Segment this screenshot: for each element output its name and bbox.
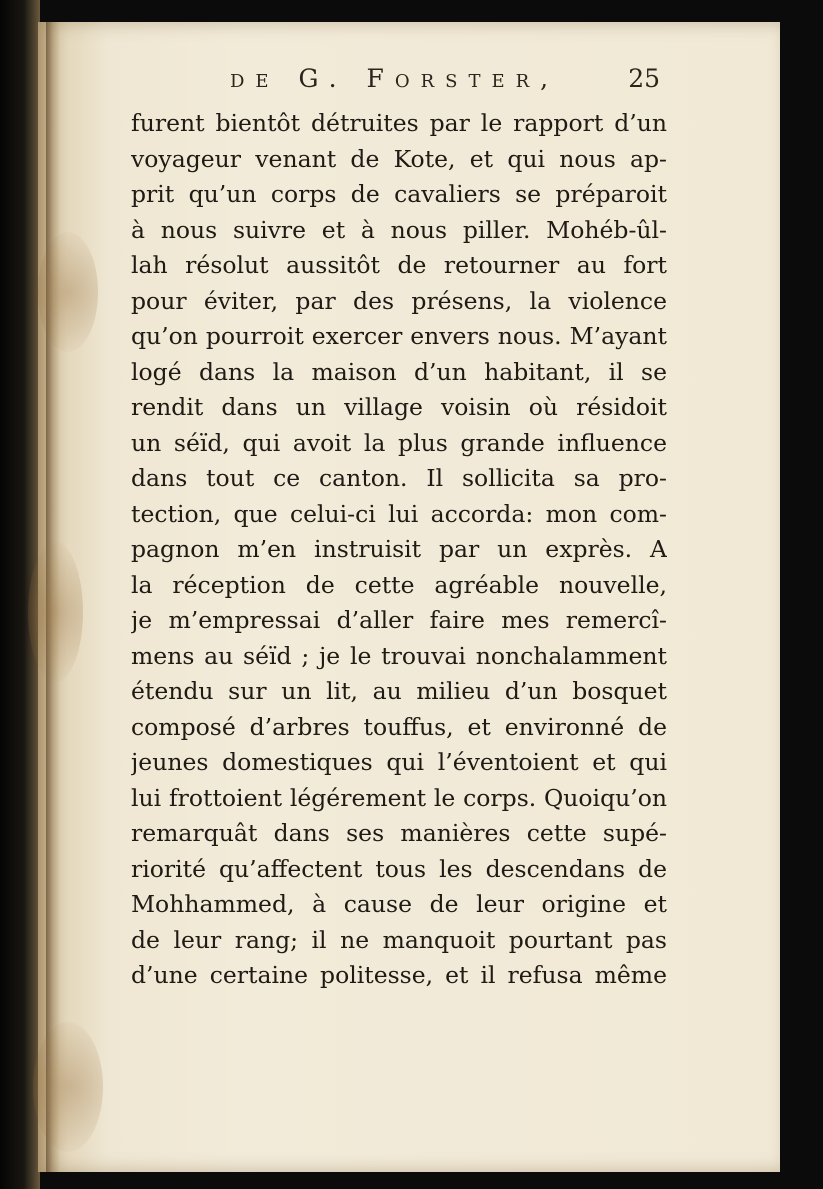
paper-stain	[38, 232, 98, 352]
paper-stain	[28, 542, 83, 682]
running-title: de G. Forster,	[230, 64, 560, 93]
body-text	[131, 106, 667, 994]
text-line: jeunes domestiques qui l’éventoient et qui	[131, 748, 667, 776]
text-line: la réception de cette agréable nouvelle,	[131, 570, 667, 599]
text-line: tection, que celui-ci lui accorda: mon com-	[131, 499, 667, 528]
text-line: remarquât dans ses manières cette supé-	[131, 819, 667, 847]
text-line: Mohhammed, à cause de leur origine et	[131, 890, 667, 918]
running-head	[230, 64, 660, 104]
text-line: pagnon m’en instruisit par un exprès. A	[131, 535, 667, 563]
text-line: pour éviter, par des présens, la violence	[131, 286, 667, 315]
text-line: mens au séïd ; je le trouvai nonchalamment	[131, 641, 667, 670]
text-line: un séïd, qui avoit la plus grande influence	[131, 428, 667, 457]
text-line: étendu sur un lit, au milieu d’un bosquet	[131, 677, 667, 705]
text-line: dans tout ce canton. Il sollicita sa pro-	[131, 464, 667, 492]
text-line: de leur rang; il ne manquoit pourtant pas	[131, 925, 667, 954]
text-line: riorité qu’affectent tous les descendans de	[131, 854, 667, 883]
scan-background-right	[780, 0, 823, 1189]
text-line: rendit dans un village voisin où résidoit	[131, 393, 667, 421]
page-number: 25	[628, 64, 660, 93]
text-line: à nous suivre et à nous piller. Mohéb-ûl-	[131, 215, 667, 244]
text-line: qu’on pourroit exercer envers nous. M’ayant	[131, 322, 667, 350]
text-line: logé dans la maison d’un habitant, il se	[131, 357, 667, 386]
text-line: furent bientôt détruites par le rapport d’un	[131, 109, 667, 137]
text-line: prit qu’un corps de cavaliers se préparoit	[131, 180, 667, 208]
text-line: lui frottoient légérement le corps. Quoiqu’on	[131, 783, 667, 812]
text-line: composé d’arbres touffus, et environné de	[131, 712, 667, 741]
paper-stain	[33, 1022, 103, 1152]
text-line: lah résolut aussitôt de retourner au fort	[131, 251, 667, 279]
text-line: je m’empressai d’aller faire mes remercî-	[131, 606, 667, 634]
text-line: voyageur venant de Kote, et qui nous ap-	[131, 144, 667, 173]
text-line: d’une certaine politesse, et il refusa même	[131, 961, 667, 989]
